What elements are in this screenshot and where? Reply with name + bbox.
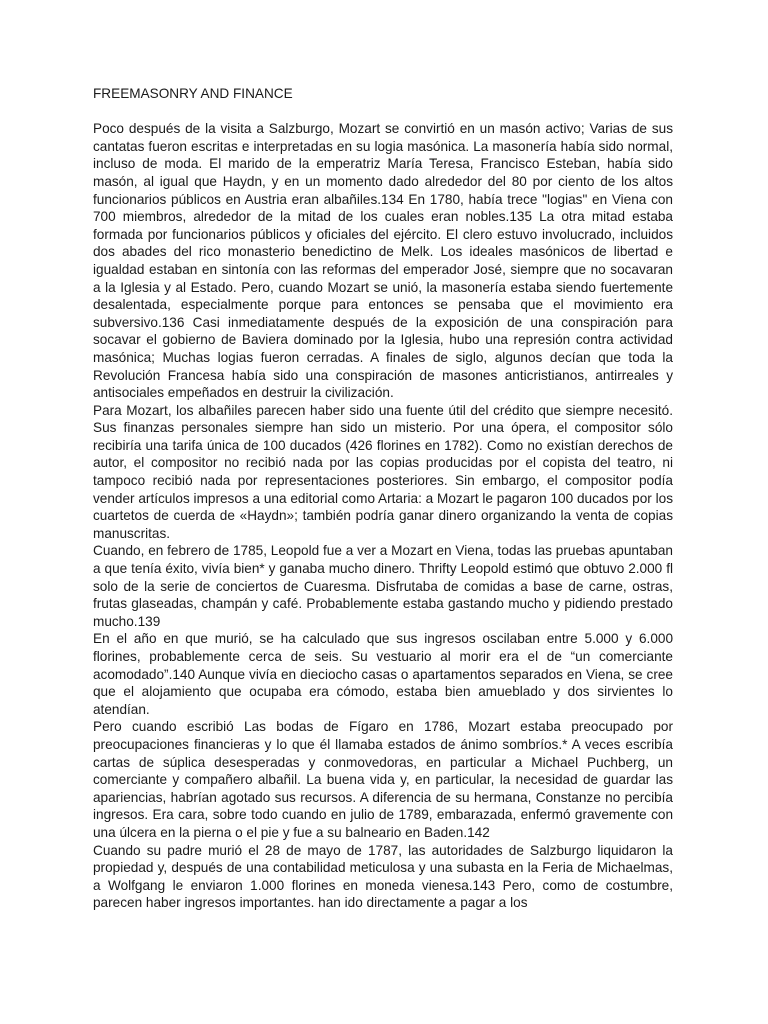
paragraph: Poco después de la visita a Salzburgo, Mozart se convirtió en un masón activo; Varias de sus cantatas fueron escritas e interpretadas en su logia masónica. La masonería había sido normal, incluso de moda. El marido de la emperatriz María Teresa, Francisco Esteban, había sido masón, al igual que Haydn, y en un momento dado alrededor del 80 por ciento de los altos funcionarios públicos en Austria eran albañiles.134 En 1780, había trece "logias" en Viena con 700 miembros, alrededor de la mitad de los cuales eran nobles.135 La otra mitad estaba formada por funcionarios públicos y oficiales del ejército. El clero estuvo involucrado, incluidos dos abades del rico monasterio benedictino de Melk. Los ideales masónicos de libertad e igualdad estaban en sintonía con las reformas del emperador José, siempre que no socavaran a la Iglesia y al Estado. Pero, cuando Mozart se unió, la masonería estaba siendo fuertemente desalentada, especialmente porque para entonces se pensaba que el movimiento era subversivo.136 Casi inmediatamente después de la exposición de una conspiración para socavar el gobierno de Baviera dominado por la Iglesia, hubo una represión contra actividad masónica; Muchas logias fueron cerradas. A finales de siglo, algunos decían que toda la Revolución Francesa había sido una conspiración de masones anticristianos, antirreales y antisociales empeñados en destruir la civilización. bbox=[93, 121, 673, 401]
document-title: FREEMASONRY AND FINANCE bbox=[93, 86, 293, 101]
paragraph: Cuando, en febrero de 1785, Leopold fue a ver a Mozart en Viena, todas las pruebas apuntaban a que tenía éxito, vivía bien* y ganaba mucho dinero. Thrifty Leopold estimó que obtuvo 2.000 fl solo de la serie de conciertos de Cuaresma. Disfrutaba de comidas a base de carne, ostras, frutas glaseadas, champán y café. Probablemente estaba gastando mucho y pidiendo prestado mucho.139 bbox=[93, 543, 673, 629]
paragraph: En el año en que murió, se ha calculado que sus ingresos oscilaban entre 5.000 y 6.000 florines, probablemente cerca de seis. Su vestuario al morir era el de “un comerciante acomodado”.140 Aunque vivía en dieciocho casas o apartamentos separados en Viena, se cree que el alojamiento que ocupaba era cómodo, estaba bien amueblado y dos sirvientes lo atendían. bbox=[93, 631, 673, 717]
document-page bbox=[93, 85, 673, 912]
paragraph: Para Mozart, los albañiles parecen haber sido una fuente útil del crédito que siempre necesitó. Sus finanzas personales siempre han sido un misterio. Por una ópera, el compositor sólo recibiría una tarifa única de 100 ducados (426 florines en 1782). Como no existían derechos de autor, el compositor no recibió nada por las copias producidas por el copista del teatro, ni tampoco recibió nada por representaciones posteriores. Sin embargo, el compositor podía vender artículos impresos a una editorial como Artaria: a Mozart le pagaron 100 ducados por los cuartetos de cuerda de «Haydn»; también podría ganar dinero organizando la venta de copias manuscritas. bbox=[93, 402, 673, 541]
paragraph: Cuando su padre murió el 28 de mayo de 1787, las autoridades de Salzburgo liquidaron la propiedad y, después de una contabilidad meticulosa y una subasta en la Feria de Michaelmas, a Wolfgang le enviaron 1.000 florines en moneda vienesa.143 Pero, como de costumbre, parecen haber ingresos importantes. han ido directamente a pagar a los bbox=[93, 842, 673, 911]
paragraph: Pero cuando escribió Las bodas de Fígaro en 1786, Mozart estaba preocupado por preocupaciones financieras y lo que él llamaba estados de ánimo sombríos.* A veces escribía cartas de súplica desesperadas y conmovedoras, en particular a Michael Puchberg, un comerciante y compañero albañil. La buena vida y, en particular, la necesidad de guardar las apariencias, habrían agotado sus recursos. A diferencia de su hermana, Constanze no percibía ingresos. Era cara, sobre todo cuando en julio de 1789, embarazada, enfermó gravemente con una úlcera en la pierna o el pie y fue a su balneario en Baden.142 bbox=[93, 719, 673, 840]
